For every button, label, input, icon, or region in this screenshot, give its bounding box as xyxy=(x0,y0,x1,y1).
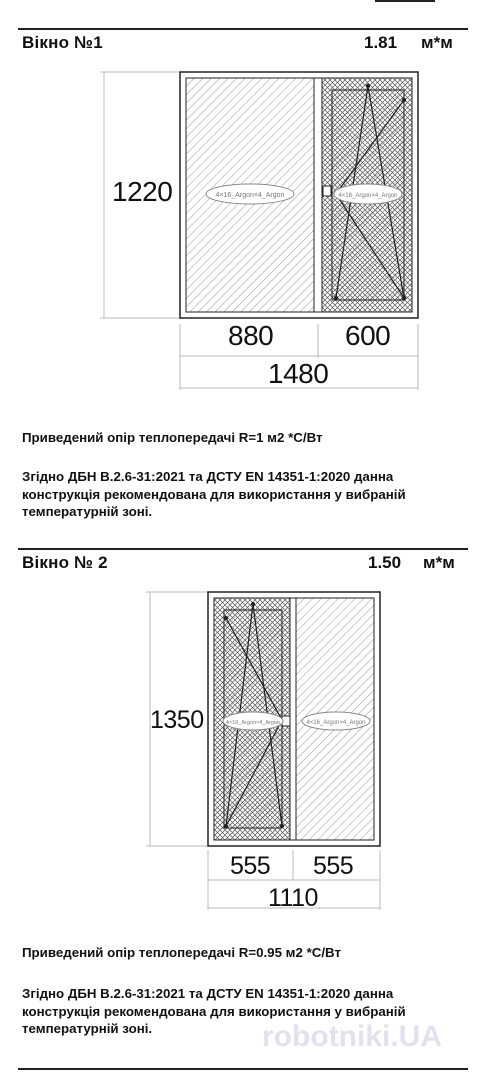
window1-width-right-dim: 600 xyxy=(345,320,391,351)
window2-glass-label-right: 4×16_Argon×4_Argon xyxy=(306,720,366,726)
window1-area: 1.81 xyxy=(364,33,398,52)
window1-top-rule xyxy=(18,28,468,30)
window1-glass-label-right: 4×16_Argon×4_Argon xyxy=(338,193,398,199)
window2-top-rule xyxy=(18,548,468,550)
window1-resistance: Приведений опір теплопередачі R=1 м2 *С/Вт xyxy=(22,430,323,445)
window2-compliance: Згідно ДБН В.2.6-31:2021 та ДСТУ EN 14351-1:2020 данна конструкція рекомендована для використання у вибраній температурній зоні. xyxy=(22,986,406,1037)
window1-height-dim: 1220 xyxy=(112,176,173,207)
window1-width-total-dim: 1480 xyxy=(268,358,329,389)
window1-width-left-dim: 880 xyxy=(228,320,274,351)
window2-width-total-dim: 1110 xyxy=(268,884,318,912)
window2-title: Вікно № 2 xyxy=(22,553,108,572)
window2-height-dim: 1350 xyxy=(150,706,204,734)
window2-glass-label-left: 4×16_Argon×4_Argon xyxy=(225,720,281,726)
window1-glass-label-left: 4×16_Argon×4_Argon xyxy=(215,192,285,199)
window2-width-right-dim: 555 xyxy=(313,852,354,880)
window2-width-left-dim: 555 xyxy=(230,852,271,880)
top-fragment-line xyxy=(375,0,435,2)
window2-area: 1.50 xyxy=(368,553,402,572)
window2-unit: м*м xyxy=(423,553,455,572)
bottom-rule xyxy=(18,1068,468,1070)
window1-compliance: Згідно ДБН В.2.6-31:2021 та ДСТУ EN 14351-1:2020 данна конструкція рекомендована для використання у вибраній температурній зоні. xyxy=(22,469,406,520)
window1-unit: м*м xyxy=(421,33,453,52)
window2-resistance: Приведений опір теплопередачі R=0.95 м2 *С/Вт xyxy=(22,945,341,960)
window1-title: Вікно №1 xyxy=(22,33,103,52)
watermark: robotniki.UA xyxy=(262,1020,442,1053)
